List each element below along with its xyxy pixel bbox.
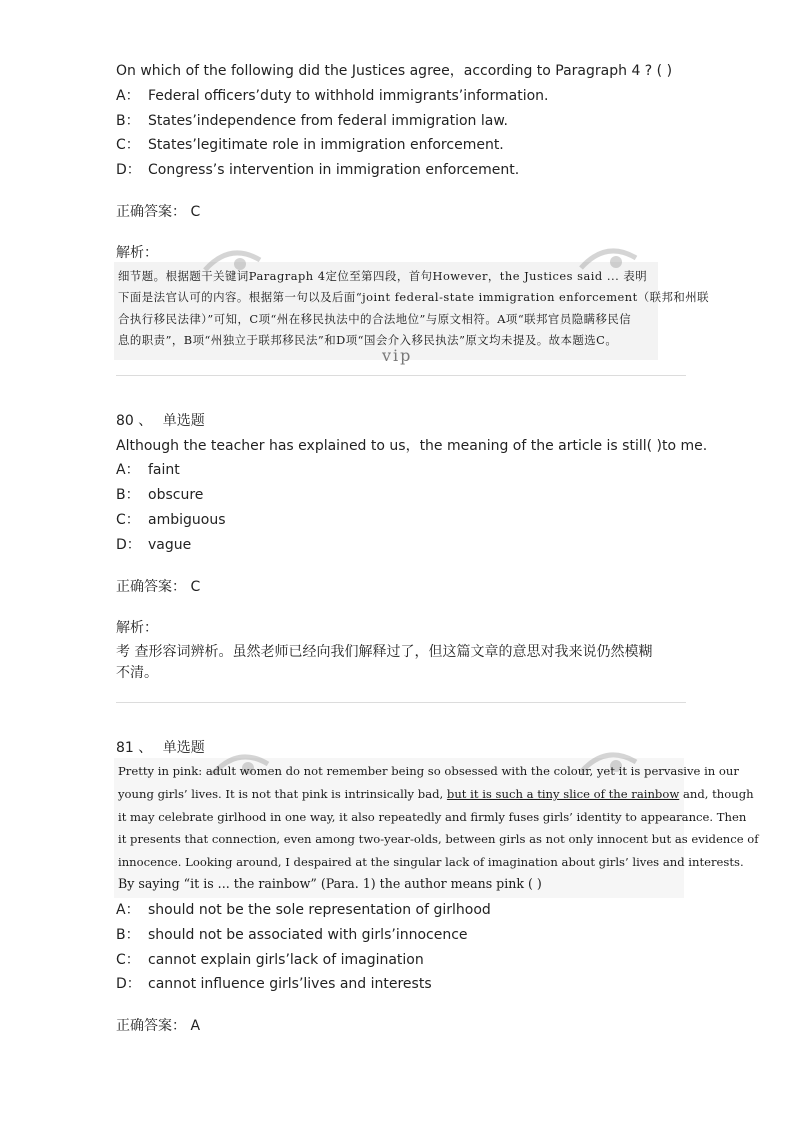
option-letter: B：	[116, 927, 140, 943]
q79-analysis-scan	[114, 262, 710, 365]
q81-option-b	[116, 925, 468, 945]
option-letter: A：	[116, 902, 140, 918]
option-letter: C：	[116, 137, 140, 153]
q80-answer	[116, 577, 200, 597]
passage-line: Pretty in pink: adult women do not remember being so obsessed with the colour, yet it is pervasive in our	[118, 764, 739, 778]
q79-option-a	[116, 86, 548, 106]
analysis-line: 下面是法官认可的内容。根据第一句以及后面“joint federal-state immigration enforcement（联邦和州联	[118, 290, 710, 304]
q80-analysis-label: 解析：	[116, 620, 158, 636]
q80-option-a	[116, 460, 180, 480]
q80-option-b	[116, 485, 203, 505]
option-letter: D：	[116, 162, 141, 178]
q79-option-d	[116, 160, 519, 180]
option-letter: A：	[116, 88, 140, 104]
q80-analysis-line: 考 查形容词辨析。虽然老师已经向我们解释过了，但这篇文章的意思对我来说仍然模糊	[116, 644, 653, 660]
analysis-line: 细节题。根据题干关键词Paragraph 4定位至第四段，首句However，the Justices said ... 表明	[118, 269, 648, 283]
q80-header	[116, 411, 205, 431]
passage-line	[118, 787, 754, 801]
q81-option-a	[116, 900, 491, 920]
divider	[116, 375, 686, 376]
option-text: States’legitimate role in immigration enforcement.	[148, 137, 504, 153]
q79-stem: On which of the following did the Justices agree，according to Paragraph 4 ? ( )	[116, 63, 673, 79]
q81-option-c	[116, 950, 424, 970]
q79-analysis-label: 解析：	[116, 245, 158, 261]
passage-line: it presents that connection, even among two-year-olds, between girls as not only innocent but as evidence of	[118, 832, 759, 846]
passage-line: innocence. Looking around, I despaired at the singular lack of imagination about girls’ lives and interests.	[118, 855, 744, 869]
watermark-text: vip	[382, 346, 413, 365]
option-text: cannot explain girls’lack of imagination	[148, 952, 424, 968]
option-letter: A：	[116, 462, 140, 478]
option-letter: D：	[116, 537, 141, 553]
underlined-phrase: but it is such a tiny slice of the rainbow	[446, 787, 680, 801]
answer-value: C	[190, 579, 201, 595]
q79-option-c	[116, 135, 504, 155]
option-text: faint	[148, 462, 180, 478]
q80-stem: Although the teacher has explained to us，the meaning of the article is still( )to me.	[116, 438, 708, 454]
question-type: 单选题	[162, 740, 205, 756]
analysis-line: 合执行移民法律）”可知，C项“州在移民执法中的合法地位”与原文相符。A项“联邦官员隐瞒移民信	[118, 312, 632, 326]
option-text: cannot influence girls’lives and interests	[148, 976, 432, 992]
option-letter: B：	[116, 113, 140, 129]
passage-text: and, though	[679, 787, 754, 801]
option-letter: C：	[116, 952, 140, 968]
q79-option-b	[116, 111, 508, 131]
option-text: should not be the sole representation of girlhood	[148, 902, 491, 918]
option-letter: D：	[116, 976, 141, 992]
q81-passage-scan	[114, 758, 759, 898]
question-number: 80 、	[116, 413, 153, 429]
option-letter: C：	[116, 512, 140, 528]
option-text: obscure	[148, 487, 204, 503]
q80-analysis-line: 不清。	[116, 665, 158, 681]
option-text: States’independence from federal immigration law.	[148, 113, 508, 129]
answer-value: C	[190, 204, 201, 220]
question-number: 81 、	[116, 740, 153, 756]
passage-line: it may celebrate girlhood in one way, it also repeatedly and firmly fuses girls’ identity to appearance. Then	[118, 810, 747, 824]
q81-header	[116, 738, 205, 758]
answer-value: A	[190, 1018, 201, 1034]
q81-option-d	[116, 974, 432, 994]
divider	[116, 702, 686, 703]
q81-answer	[116, 1016, 200, 1036]
passage-question: By saying “it is ... the rainbow” (Para. 1) the author means pink ( )	[118, 876, 542, 891]
passage-text: young girls’ lives. It is not that pink is intrinsically bad,	[118, 787, 444, 801]
option-text: should not be associated with girls’innocence	[148, 927, 468, 943]
q80-option-d	[116, 535, 191, 555]
option-text: vague	[148, 537, 192, 553]
answer-label: 正确答案：	[116, 1018, 186, 1034]
option-text: Congress’s intervention in immigration enforcement.	[148, 162, 520, 178]
q80-option-c	[116, 510, 226, 530]
question-type: 单选题	[162, 413, 205, 429]
analysis-line: 息的职责”，B项“州独立于联邦移民法”和D项“国会介入移民执法”原文均未提及。故本题选C。	[118, 333, 618, 347]
option-text: Federal officers’duty to withhold immigrants’information.	[148, 88, 549, 104]
option-letter: B：	[116, 487, 140, 503]
answer-label: 正确答案：	[116, 579, 186, 595]
answer-label: 正确答案：	[116, 204, 186, 220]
option-text: ambiguous	[148, 512, 226, 528]
q79-answer	[116, 202, 200, 222]
